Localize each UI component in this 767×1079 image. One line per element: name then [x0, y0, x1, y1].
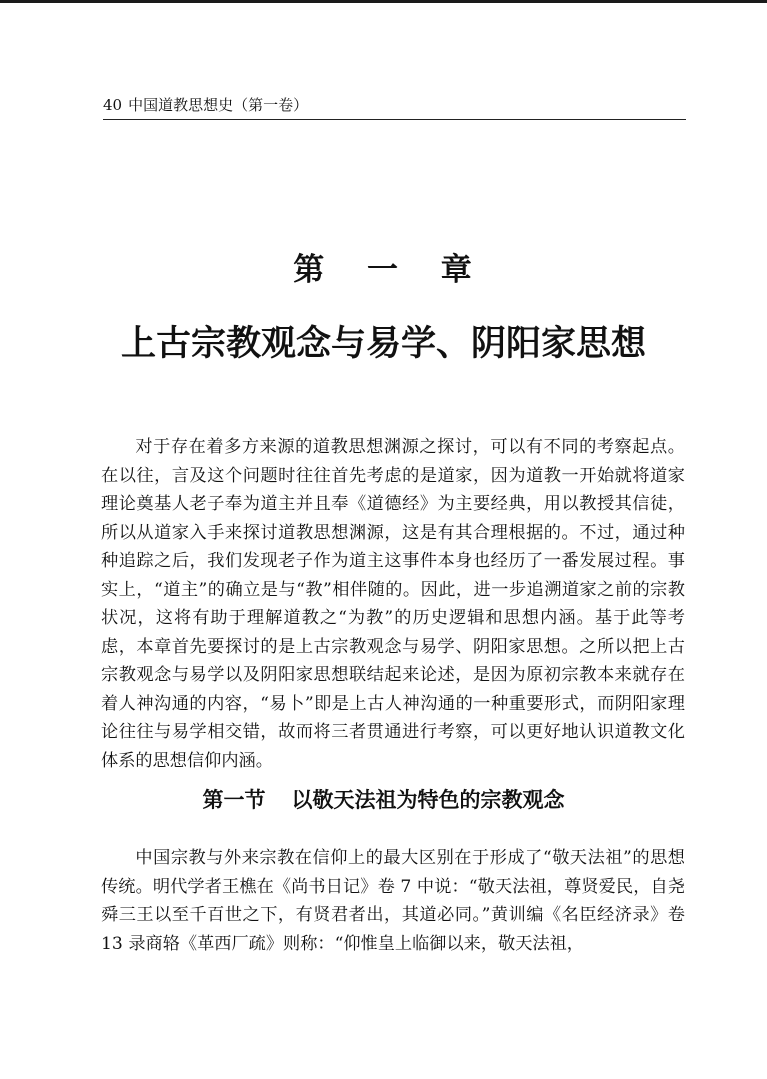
chapter-label: 第 一 章 — [293, 252, 474, 288]
header-divider — [103, 119, 686, 120]
section-paragraph: 中国宗教与外来宗教在信仰上的最大区别在于形成了“敬天法祖”的思想传统。明代学者王樵在《尚书日记》卷 7 中说：“敬天法祖，尊贤爱民，自尧舜三王以至千百世之下，有贤君者出，其道必同。”黄训编《名臣经济录》卷 13 录商辂《革西厂疏》则称：“仰惟皇上临御以来，敬天法祖， — [101, 848, 685, 954]
running-header — [103, 94, 686, 120]
section-title: 以敬天法祖为特色的宗教观念 — [291, 788, 565, 812]
book-title: 中国道教思想史（第一卷） — [128, 96, 309, 114]
page-number: 40 — [103, 96, 123, 114]
page-top-border — [0, 0, 767, 3]
chapter-title: 上古宗教观念与易学、阴阳家思想 — [120, 324, 646, 364]
section-heading — [0, 780, 767, 820]
intro-paragraph: 对于存在着多方来源的道教思想渊源之探讨，可以有不同的考察起点。在以往，言及这个问题时往往首先考虑的是道家，因为道教一开始就将道家理论奠基人老子奉为道主并且奉《道德经》为主要经典，用以教授其信徒，所以从道家入手来探讨道教思想渊源，这是有其合理根据的。不过，通过种种追踪之后，我们发现老子作为道主这事件本身也经历了一番发展过程。事实上，“道主”的确立是与“教”相伴随的。因此，进一步追溯道家之前的宗教状况，这将有助于理解道教之“为教”的历史逻辑和思想内涵。基于此等考虑，本章首先要探讨的是上古宗教观念与易学、阴阳家思想。之所以把上古宗教观念与易学以及阴阳家思想联结起来论述，是因为原初宗教本来就存在着人神沟通的内容，“易卜”即是上古人神沟通的一种重要形式，而阴阳家理论往往与易学相交错，故而将三者贯通进行考察，可以更好地认识道教文化体系的思想信仰内涵。 — [101, 437, 685, 771]
section-number: 第一节 — [202, 788, 266, 812]
